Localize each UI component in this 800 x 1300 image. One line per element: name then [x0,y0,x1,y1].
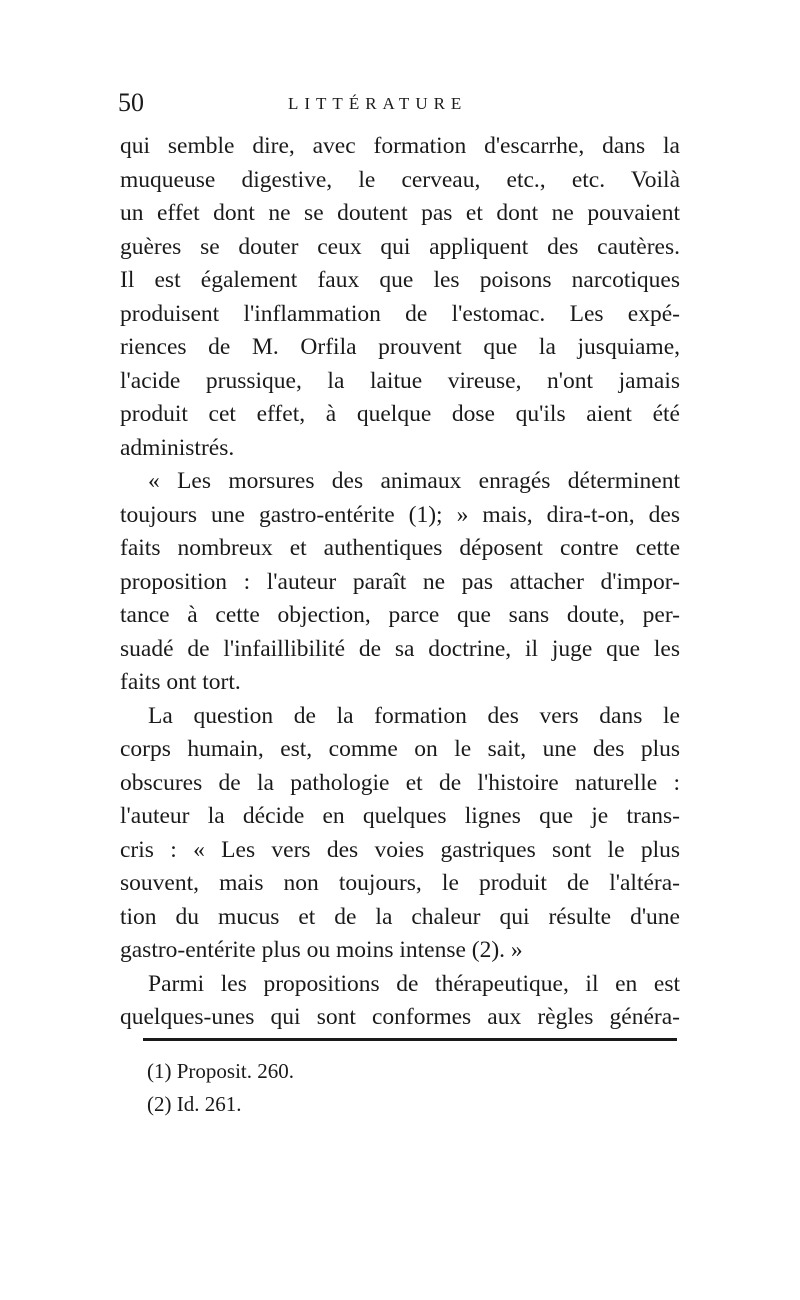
text-line: riences de M. Orfila prouvent que la jusquiame, [120,334,680,360]
text-line: muqueuse digestive, le cerveau, etc., etc. Voilà [120,166,680,193]
text-line: obscures de la pathologie et de l'histoire naturelle : [120,769,680,796]
footnote: (2) Id. 261. [147,1092,242,1116]
text-line: un effet dont ne se doutent pas et dont ne pouvaient [120,200,680,226]
text-line: quelques-unes qui sont conformes aux règles généra- [120,1004,680,1030]
page-number: 50 [118,88,144,117]
text-line: qui semble dire, avec formation d'escarrhe, dans la [120,133,680,159]
text-line: l'auteur la décide en quelques lignes que je trans- [120,803,680,829]
body-text [120,130,680,1035]
text-line: souvent, mais non toujours, le produit de l'altéra- [120,870,680,896]
text-line: proposition : l'auteur paraît ne pas attacher d'impor- [120,568,680,595]
text-line: Parmi les propositions de thérapeutique, il en est [148,970,680,997]
text-line: « Les morsures des animaux enragés déterminent [148,468,680,494]
footnote-divider [143,1038,677,1041]
text-line: suadé de l'infaillibilité de sa doctrine, il juge que les [120,635,680,662]
text-line: tion du mucus et de la chaleur qui résulte d'une [120,903,680,930]
text-line: corps humain, est, comme on le sait, une des plus [120,736,680,762]
text-line: l'acide prussique, la laitue vireuse, n'ont jamais [120,367,680,394]
text-line: produisent l'inflammation de l'estomac. Les expé- [120,300,680,327]
text-line: tance à cette objection, parce que sans doute, per- [120,602,680,628]
text-line: produit cet effet, à quelque dose qu'ils aient été [120,401,680,427]
running-title: LITTÉRATURE [288,94,468,113]
text-line: gastro-entérite plus ou moins intense (2). » [120,937,523,963]
footnotes [147,1055,294,1121]
footnote: (1) Proposit. 260. [147,1059,294,1083]
text-line: faits nombreux et authentiques déposent contre cette [120,535,680,561]
text-line: cris : « Les vers des voies gastriques sont le plus [120,836,680,863]
text-line: administrés. [120,434,235,461]
text-line: guères se douter ceux qui appliquent des cautères. [120,233,680,260]
text-line: faits ont tort. [120,669,241,695]
text-line: Il est également faux que les poisons narcotiques [120,267,680,293]
running-head [118,88,678,124]
text-line: La question de la formation des vers dans le [148,702,680,729]
text-line: toujours une gastro-entérite (1); » mais, dira-t-on, des [120,501,680,528]
